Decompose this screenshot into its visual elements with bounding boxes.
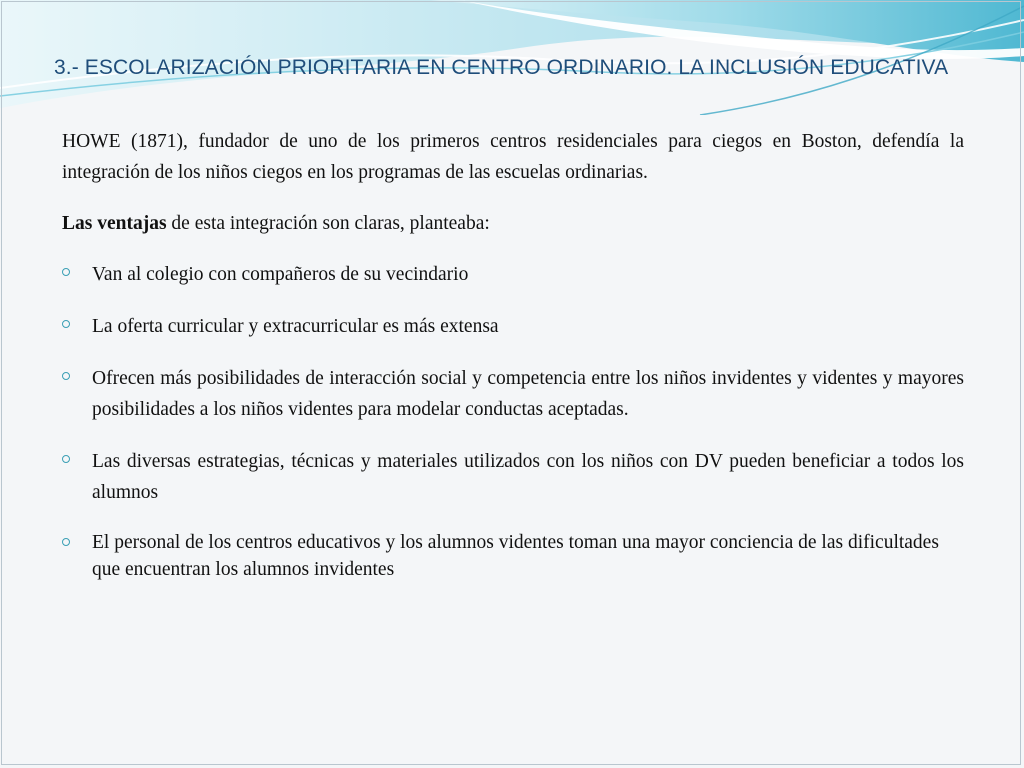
circle-bullet-icon — [62, 372, 70, 380]
list-item — [62, 259, 964, 290]
slide-body — [62, 126, 964, 604]
list-item — [62, 363, 964, 425]
circle-bullet-icon — [62, 538, 70, 546]
slide-title: 3.- ESCOLARIZACIÓN PRIORITARIA EN CENTRO ORDINARIO. LA INCLUSIÓN EDUCATIVA — [54, 56, 949, 79]
ventajas-rest-text: de esta integración son claras, planteaba: — [166, 213, 490, 234]
list-item-text: Ofrecen más posibilidades de interacción social y competencia entre los niños invidentes y videntes y mayores posibilidades a los niños videntes para modelar conductas aceptadas. — [92, 368, 964, 420]
ventajas-bold-label: Las ventajas — [62, 213, 167, 234]
ventajas-list — [62, 259, 964, 583]
list-item-text: Van al colegio con compañeros de su vecindario — [92, 264, 469, 285]
circle-bullet-icon — [62, 268, 70, 276]
circle-bullet-icon — [62, 455, 70, 463]
list-item — [62, 446, 964, 508]
list-item-text: La oferta curricular y extracurricular es más extensa — [92, 316, 499, 337]
circle-bullet-icon — [62, 320, 70, 328]
list-item — [62, 529, 964, 583]
list-item-text: El personal de los centros educativos y los alumnos videntes toman una mayor conciencia de las dificultades que encuentran los alumnos invidentes — [92, 532, 939, 580]
ventajas-paragraph — [62, 208, 964, 239]
intro-paragraph: HOWE (1871), fundador de uno de los primeros centros residenciales para ciegos en Boston, defendía la integración de los niños ciegos en los programas de las escuelas ordinarias. — [62, 131, 964, 183]
list-item — [62, 311, 964, 342]
list-item-text: Las diversas estrategias, técnicas y materiales utilizados con los niños con DV pueden beneficiar a todos los alumnos — [92, 451, 964, 503]
